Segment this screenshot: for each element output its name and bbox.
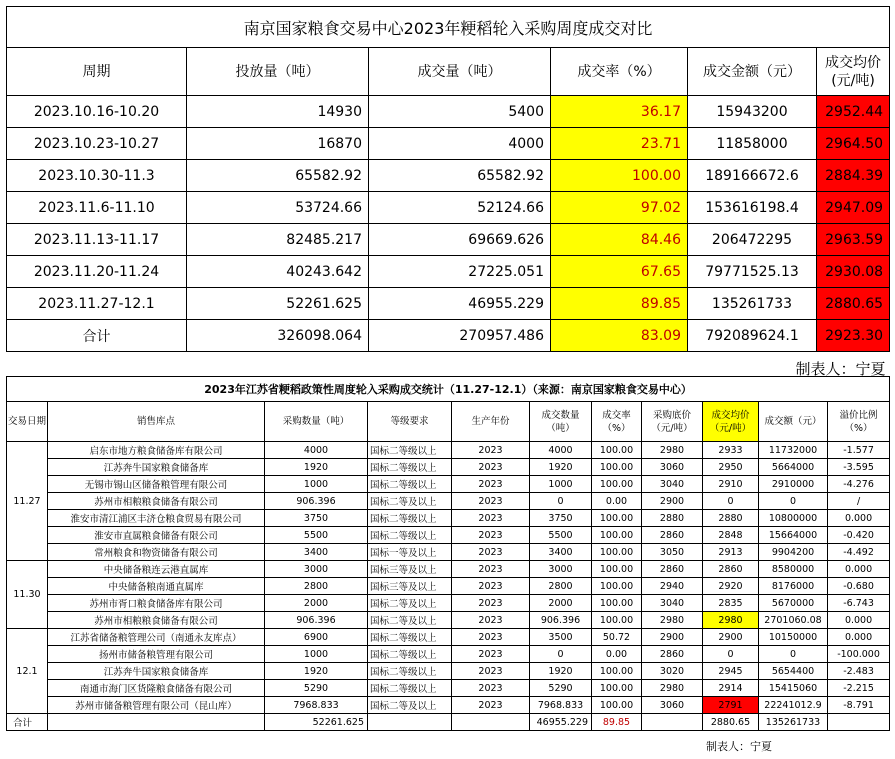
cell-avg-price: 2914 [703, 680, 759, 697]
header-avg-price: 成交均价 (元/吨) [817, 48, 890, 96]
table-row [7, 578, 890, 595]
cell-premium: 0.000 [828, 612, 890, 629]
cell-amount: 2701060.08 [759, 612, 828, 629]
table-row [7, 256, 890, 288]
cell-deal-rate: 100.00 [592, 697, 642, 714]
cell-purchase-qty: 1000 [265, 646, 368, 663]
cell-purchase-qty: 6900 [265, 629, 368, 646]
cell-purchase-qty: 906.396 [265, 612, 368, 629]
cell-amount: 15664000 [759, 527, 828, 544]
cell-deal-qty: 3750 [530, 510, 592, 527]
cell-premium: -4.492 [828, 544, 890, 561]
cell-deal-amount: 15943200 [688, 96, 817, 128]
cell-depot: 常州粮食和物资储备有限公司 [48, 544, 265, 561]
cell-amount: 15415060 [759, 680, 828, 697]
cell-year: 2023 [452, 629, 530, 646]
cell-premium: / [828, 493, 890, 510]
table2-title: 2023年江苏省粳稻政策性周度轮入采购成交统计（11.27-12.1）（来源：南京国家粮食交易中心） [7, 377, 890, 402]
header-trade-date: 交易日期 [7, 402, 48, 442]
cell-avg-price: 2930.08 [817, 256, 890, 288]
cell-depot: 江苏奔牛国家粮食储备库 [48, 459, 265, 476]
cell-deal-volume: 69669.626 [369, 224, 551, 256]
jiangsu-purchase-table [6, 376, 890, 731]
cell-deal-rate: 50.72 [592, 629, 642, 646]
cell-deal-amount: 153616198.4 [688, 192, 817, 224]
cell-deal-volume: 4000 [369, 128, 551, 160]
header-premium: 溢价比例（%） [828, 402, 890, 442]
cell-depot: 中央储备粮南通直属库 [48, 578, 265, 595]
cell-avg-price: 2980 [703, 612, 759, 629]
cell-base-price: 3040 [642, 595, 703, 612]
total-deal-volume: 270957.486 [369, 320, 551, 352]
cell-avg-price: 2947.09 [817, 192, 890, 224]
cell-base-price: 2900 [642, 493, 703, 510]
total-purchase-qty: 52261.625 [265, 714, 368, 731]
cell-depot: 南通市海门区货隆粮食储备有限公司 [48, 680, 265, 697]
cell-deal-qty: 1920 [530, 459, 592, 476]
cell-avg-price: 2884.39 [817, 160, 890, 192]
table2-total-row [7, 714, 890, 731]
cell-deal-amount: 206472295 [688, 224, 817, 256]
header-grade: 等级要求 [368, 402, 452, 442]
table-row [7, 224, 890, 256]
cell-avg-price: 2952.44 [817, 96, 890, 128]
cell-deal-amount: 189166672.6 [688, 160, 817, 192]
cell-avg-price: 2900 [703, 629, 759, 646]
header-period: 周期 [7, 48, 187, 96]
header-amount: 成交额（元） [759, 402, 828, 442]
cell-grade: 国标二等级以上 [368, 442, 452, 459]
cell-deal-rate: 100.00 [592, 442, 642, 459]
cell-avg-price: 2880 [703, 510, 759, 527]
total-amount: 135261733 [759, 714, 828, 731]
header-avg-price: 成交均价（元/吨） [703, 402, 759, 442]
cell-avg-price: 2913 [703, 544, 759, 561]
cell-trade-date: 11.27 [7, 442, 48, 561]
cell-grade: 国标二等级以上 [368, 646, 452, 663]
cell-deal-qty: 1000 [530, 476, 592, 493]
cell-amount: 5670000 [759, 595, 828, 612]
cell-period: 2023.11.6-11.10 [7, 192, 187, 224]
cell-deal-volume: 52124.66 [369, 192, 551, 224]
cell-grade: 国标三等及以上 [368, 561, 452, 578]
cell-deal-rate: 36.17 [551, 96, 688, 128]
cell-avg-price: 2933 [703, 442, 759, 459]
cell-amount: 10150000 [759, 629, 828, 646]
cell-deal-amount: 11858000 [688, 128, 817, 160]
cell-deal-qty: 3400 [530, 544, 592, 561]
header-deal-rate: 成交率（%） [551, 48, 688, 96]
cell-avg-price: 0 [703, 493, 759, 510]
cell-year: 2023 [452, 544, 530, 561]
cell-base-price: 2940 [642, 578, 703, 595]
cell-deal-qty: 3500 [530, 629, 592, 646]
table-row [7, 663, 890, 680]
cell-deal-rate: 100.00 [592, 527, 642, 544]
cell-premium: -2.483 [828, 663, 890, 680]
cell-purchase-qty: 7968.833 [265, 697, 368, 714]
cell-offer-volume: 53724.66 [187, 192, 369, 224]
cell-deal-amount: 79771525.13 [688, 256, 817, 288]
header-depot: 销售库点 [48, 402, 265, 442]
cell-grade: 国标二等及以上 [368, 612, 452, 629]
cell-amount: 0 [759, 646, 828, 663]
cell-deal-rate: 100.00 [551, 160, 688, 192]
table-row [7, 646, 890, 663]
cell-deal-qty: 3000 [530, 561, 592, 578]
table2-header-row [7, 402, 890, 442]
cell-deal-rate: 84.46 [551, 224, 688, 256]
cell-depot: 启东市地方粮食储备库有限公司 [48, 442, 265, 459]
total-label: 合计 [7, 320, 187, 352]
cell-premium: -0.680 [828, 578, 890, 595]
cell-amount: 0 [759, 493, 828, 510]
cell-amount: 11732000 [759, 442, 828, 459]
table-row [7, 192, 890, 224]
header-purchase-qty: 采购数量（吨） [265, 402, 368, 442]
cell-avg-price: 0 [703, 646, 759, 663]
cell-base-price: 2860 [642, 646, 703, 663]
cell-deal-rate: 100.00 [592, 459, 642, 476]
header-year: 生产年份 [452, 402, 530, 442]
cell-trade-date: 12.1 [7, 629, 48, 714]
table-row [7, 612, 890, 629]
cell-deal-rate: 100.00 [592, 595, 642, 612]
table-row [7, 493, 890, 510]
total-deal-amount: 792089624.1 [688, 320, 817, 352]
cell-grade: 国标二等及以上 [368, 697, 452, 714]
cell-amount: 5664000 [759, 459, 828, 476]
cell-period: 2023.10.30-11.3 [7, 160, 187, 192]
cell-year: 2023 [452, 663, 530, 680]
cell-year: 2023 [452, 459, 530, 476]
cell-year: 2023 [452, 612, 530, 629]
cell-depot: 江苏省储备粮管理公司（南通永友库点） [48, 629, 265, 646]
cell-grade: 国标二等级以上 [368, 510, 452, 527]
cell-deal-rate: 67.65 [551, 256, 688, 288]
cell-deal-qty: 7968.833 [530, 697, 592, 714]
cell-offer-volume: 16870 [187, 128, 369, 160]
total-deal-qty: 46955.229 [530, 714, 592, 731]
cell-depot: 淮安市清江浦区丰济仓粮食贸易有限公司 [48, 510, 265, 527]
cell-base-price: 3060 [642, 697, 703, 714]
header-deal-rate: 成交率（%） [592, 402, 642, 442]
cell-grade: 国标二等级以上 [368, 629, 452, 646]
cell-purchase-qty: 5500 [265, 527, 368, 544]
table-row [7, 680, 890, 697]
cell-avg-price: 2860 [703, 561, 759, 578]
cell-base-price: 2860 [642, 527, 703, 544]
cell-avg-price: 2920 [703, 578, 759, 595]
cell-amount: 10800000 [759, 510, 828, 527]
cell-grade: 国标二等及以上 [368, 595, 452, 612]
cell-year: 2023 [452, 561, 530, 578]
cell-deal-qty: 5500 [530, 527, 592, 544]
cell-deal-rate: 97.02 [551, 192, 688, 224]
cell-purchase-qty: 2800 [265, 578, 368, 595]
cell-premium: 0.000 [828, 510, 890, 527]
cell-premium: -0.420 [828, 527, 890, 544]
table-row [7, 128, 890, 160]
cell-grade: 国标二等级以上 [368, 663, 452, 680]
total-avg-price: 2880.65 [703, 714, 759, 731]
cell-amount: 8176000 [759, 578, 828, 595]
cell-premium: 0.000 [828, 629, 890, 646]
cell-depot: 江苏奔牛国家粮食储备库 [48, 663, 265, 680]
cell-base-price: 2980 [642, 442, 703, 459]
cell-avg-price: 2910 [703, 476, 759, 493]
cell-year: 2023 [452, 476, 530, 493]
table-row [7, 510, 890, 527]
cell-amount: 22241012.9 [759, 697, 828, 714]
cell-premium: -3.595 [828, 459, 890, 476]
cell-depot: 苏州市储备粮管理有限公司（昆山库） [48, 697, 265, 714]
cell-premium: -100.000 [828, 646, 890, 663]
cell-deal-rate: 23.71 [551, 128, 688, 160]
table-row [7, 476, 890, 493]
cell-amount: 5654400 [759, 663, 828, 680]
cell-base-price: 2880 [642, 510, 703, 527]
cell-amount: 9904200 [759, 544, 828, 561]
cell-deal-qty: 5290 [530, 680, 592, 697]
cell-purchase-qty: 3400 [265, 544, 368, 561]
cell-year: 2023 [452, 493, 530, 510]
table-row [7, 96, 890, 128]
cell-base-price: 3060 [642, 459, 703, 476]
cell-deal-qty: 906.396 [530, 612, 592, 629]
cell-deal-amount: 135261733 [688, 288, 817, 320]
cell-premium: -4.276 [828, 476, 890, 493]
table1-header-row [7, 48, 890, 96]
cell-avg-price: 2791 [703, 697, 759, 714]
cell-offer-volume: 40243.642 [187, 256, 369, 288]
cell-depot: 扬州市储备粮管理有限公司 [48, 646, 265, 663]
cell-year: 2023 [452, 527, 530, 544]
cell-deal-volume: 5400 [369, 96, 551, 128]
header-deal-qty: 成交数量（吨） [530, 402, 592, 442]
cell-grade: 国标二等级以上 [368, 459, 452, 476]
total-deal-rate: 83.09 [551, 320, 688, 352]
cell-purchase-qty: 3750 [265, 510, 368, 527]
cell-year: 2023 [452, 595, 530, 612]
cell-grade: 国标一等及以上 [368, 544, 452, 561]
cell-year: 2023 [452, 510, 530, 527]
cell-base-price: 3040 [642, 476, 703, 493]
cell-grade: 国标二等级以上 [368, 476, 452, 493]
cell-avg-price: 2835 [703, 595, 759, 612]
cell-deal-rate: 0.00 [592, 646, 642, 663]
cell-deal-qty: 0 [530, 646, 592, 663]
cell-depot: 无锡市锡山区储备粮管理有限公司 [48, 476, 265, 493]
cell-amount: 2910000 [759, 476, 828, 493]
table-row [7, 442, 890, 459]
cell-purchase-qty: 4000 [265, 442, 368, 459]
cell-deal-volume: 65582.92 [369, 160, 551, 192]
cell-purchase-qty: 1000 [265, 476, 368, 493]
cell-deal-volume: 27225.051 [369, 256, 551, 288]
cell-grade: 国标二等级以上 [368, 527, 452, 544]
cell-purchase-qty: 906.396 [265, 493, 368, 510]
cell-avg-price: 2945 [703, 663, 759, 680]
cell-depot: 苏州市相粮粮食储备有限公司 [48, 493, 265, 510]
cell-avg-price: 2848 [703, 527, 759, 544]
cell-deal-rate: 100.00 [592, 612, 642, 629]
cell-premium: -8.791 [828, 697, 890, 714]
cell-deal-qty: 1920 [530, 663, 592, 680]
cell-base-price: 3050 [642, 544, 703, 561]
header-base-price: 采购底价（元/吨） [642, 402, 703, 442]
cell-year: 2023 [452, 578, 530, 595]
table-row [7, 629, 890, 646]
cell-avg-price: 2880.65 [817, 288, 890, 320]
cell-year: 2023 [452, 697, 530, 714]
cell-premium: -2.215 [828, 680, 890, 697]
cell-grade: 国标二等级以上 [368, 680, 452, 697]
cell-deal-rate: 89.85 [551, 288, 688, 320]
cell-year: 2023 [452, 646, 530, 663]
cell-offer-volume: 52261.625 [187, 288, 369, 320]
table-row [7, 527, 890, 544]
total-avg-price: 2923.30 [817, 320, 890, 352]
table-row [7, 544, 890, 561]
cell-depot: 苏州市相粮粮食储备有限公司 [48, 612, 265, 629]
cell-grade: 国标三等及以上 [368, 578, 452, 595]
cell-period: 2023.10.16-10.20 [7, 96, 187, 128]
total-deal-rate: 89.85 [592, 714, 642, 731]
cell-offer-volume: 82485.217 [187, 224, 369, 256]
cell-avg-price: 2963.59 [817, 224, 890, 256]
table2-maker: 制表人：宁夏 [706, 740, 772, 753]
cell-premium: -1.577 [828, 442, 890, 459]
header-deal-volume: 成交量（吨） [369, 48, 551, 96]
cell-grade: 国标二等及以上 [368, 493, 452, 510]
cell-base-price: 2980 [642, 680, 703, 697]
cell-deal-rate: 100.00 [592, 578, 642, 595]
cell-year: 2023 [452, 442, 530, 459]
cell-base-price: 3020 [642, 663, 703, 680]
cell-avg-price: 2950 [703, 459, 759, 476]
cell-depot: 苏州市胥口粮食储备库有限公司 [48, 595, 265, 612]
table-row [7, 288, 890, 320]
cell-deal-qty: 4000 [530, 442, 592, 459]
table1-total-row [7, 320, 890, 352]
header-offer-volume: 投放量（吨） [187, 48, 369, 96]
cell-base-price: 2900 [642, 629, 703, 646]
cell-deal-rate: 100.00 [592, 476, 642, 493]
cell-deal-rate: 0.00 [592, 493, 642, 510]
cell-period: 2023.11.20-11.24 [7, 256, 187, 288]
cell-purchase-qty: 1920 [265, 663, 368, 680]
cell-deal-qty: 2000 [530, 595, 592, 612]
header-deal-amount: 成交金额（元） [688, 48, 817, 96]
cell-purchase-qty: 5290 [265, 680, 368, 697]
cell-purchase-qty: 2000 [265, 595, 368, 612]
cell-year: 2023 [452, 680, 530, 697]
cell-period: 2023.11.13-11.17 [7, 224, 187, 256]
table1-maker: 制表人：宁夏 [795, 359, 886, 378]
cell-deal-qty: 0 [530, 493, 592, 510]
cell-premium: 0.000 [828, 561, 890, 578]
table-row [7, 459, 890, 476]
cell-deal-rate: 100.00 [592, 680, 642, 697]
cell-purchase-qty: 1920 [265, 459, 368, 476]
table-row [7, 160, 890, 192]
cell-purchase-qty: 3000 [265, 561, 368, 578]
table-row [7, 697, 890, 714]
cell-period: 2023.11.27-12.1 [7, 288, 187, 320]
cell-base-price: 2860 [642, 561, 703, 578]
cell-premium: -6.743 [828, 595, 890, 612]
cell-deal-rate: 100.00 [592, 561, 642, 578]
cell-avg-price: 2964.50 [817, 128, 890, 160]
cell-deal-rate: 100.00 [592, 663, 642, 680]
cell-amount: 8580000 [759, 561, 828, 578]
cell-deal-rate: 100.00 [592, 510, 642, 527]
cell-depot: 淮安市直属粮食储备有限公司 [48, 527, 265, 544]
cell-base-price: 2980 [642, 612, 703, 629]
table-row [7, 561, 890, 578]
total-offer-volume: 326098.064 [187, 320, 369, 352]
cell-trade-date: 11.30 [7, 561, 48, 629]
cell-offer-volume: 65582.92 [187, 160, 369, 192]
table1-title: 南京国家粮食交易中心2023年粳稻轮入采购周度成交对比 [7, 7, 890, 48]
cell-deal-qty: 2800 [530, 578, 592, 595]
table-row [7, 595, 890, 612]
total-label: 合计 [7, 714, 48, 731]
cell-deal-volume: 46955.229 [369, 288, 551, 320]
weekly-comparison-table [6, 6, 890, 384]
cell-depot: 中央储备粮连云港直属库 [48, 561, 265, 578]
cell-deal-rate: 100.00 [592, 544, 642, 561]
cell-period: 2023.10.23-10.27 [7, 128, 187, 160]
cell-offer-volume: 14930 [187, 96, 369, 128]
